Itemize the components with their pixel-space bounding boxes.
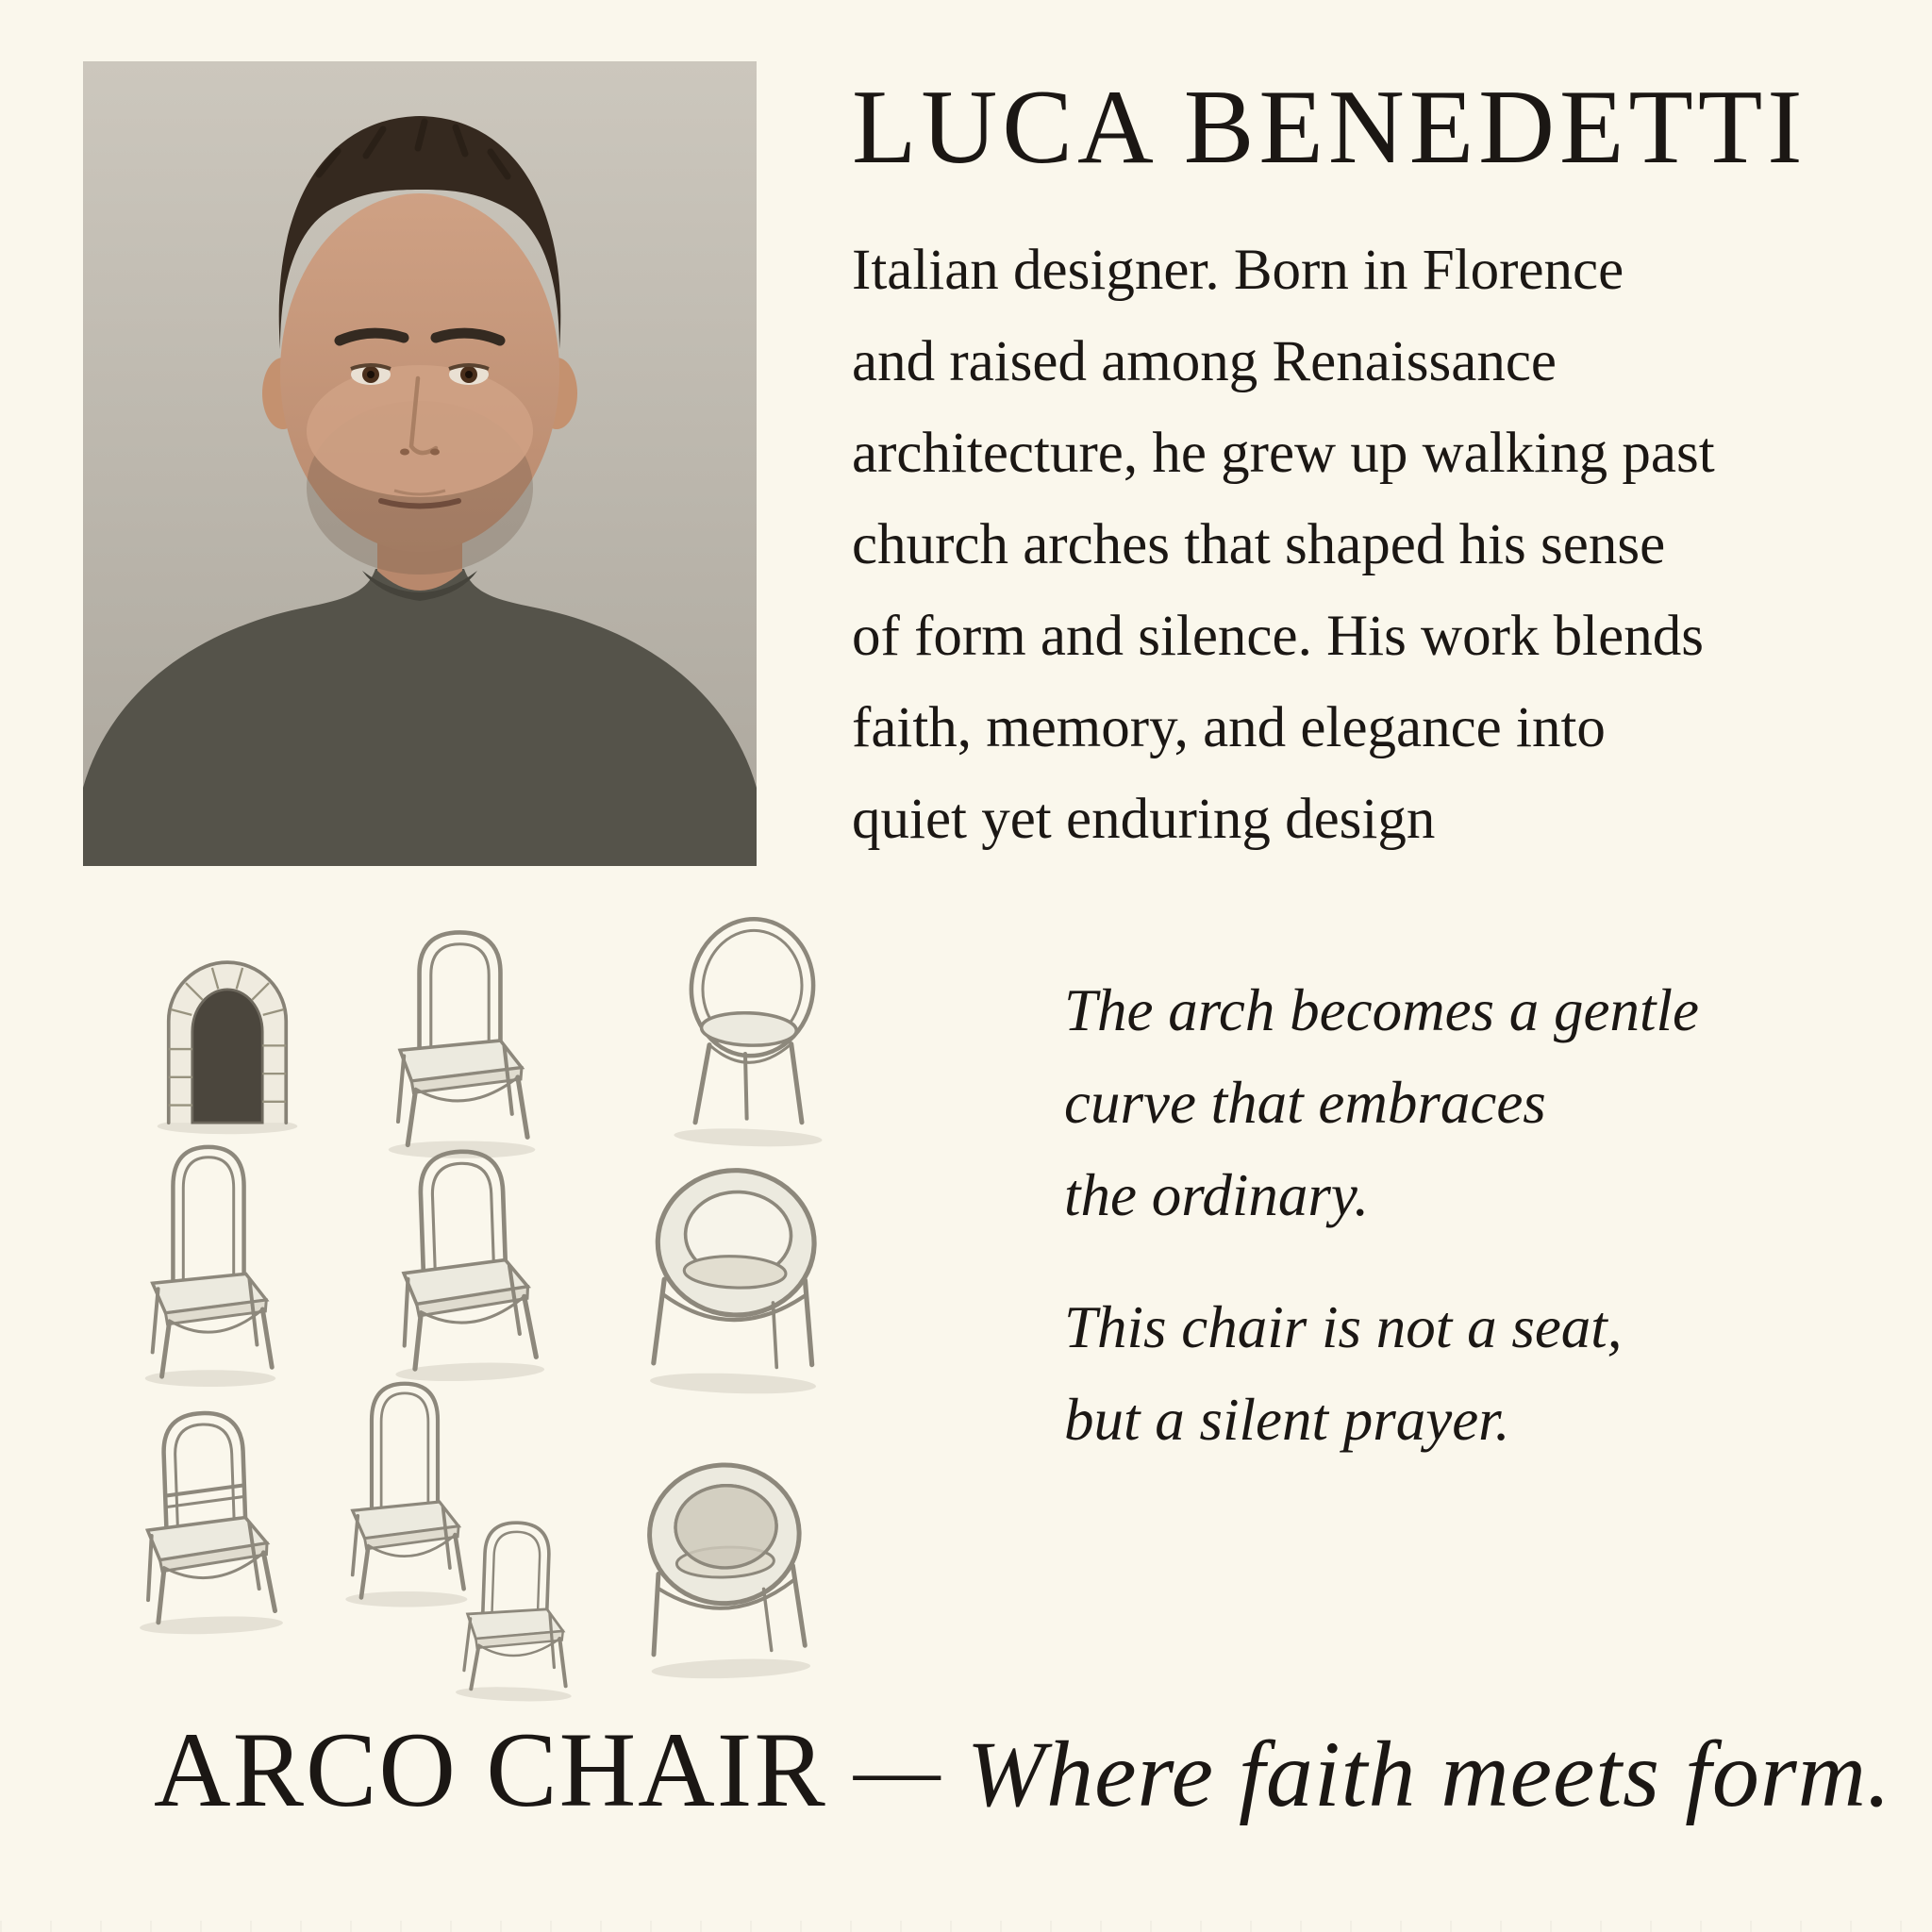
- product-name: ARCO CHAIR: [154, 1711, 827, 1829]
- arch-back-chair-rail-sketch: [108, 1391, 305, 1643]
- arch-back-chair-small-sketch: [435, 1505, 594, 1708]
- bio-paragraph: [852, 225, 1908, 865]
- quote-arch: [1064, 964, 1875, 1241]
- quote-line: but a silent prayer.: [1064, 1387, 1510, 1453]
- bio-line: architecture, he grew up walking past: [852, 422, 1715, 485]
- tall-arch-chair-sketch-1: [125, 1132, 292, 1393]
- arch-back-chair-sketch-1: [363, 913, 557, 1164]
- tub-chair-open-sketch: [624, 1149, 847, 1401]
- portrait-photo: [83, 61, 757, 866]
- round-back-chair-sketch: [646, 900, 855, 1154]
- quote-line: curve that embraces: [1064, 1070, 1546, 1136]
- tub-chair-shaded-sketch: [619, 1444, 833, 1685]
- quote-line: This chair is not a seat,: [1064, 1294, 1623, 1360]
- quote-line: the ordinary.: [1064, 1162, 1370, 1228]
- stone-arch-doorway-sketch: [140, 926, 315, 1137]
- dash-separator: —: [853, 1721, 941, 1817]
- quote-line: The arch becomes a gentle: [1064, 977, 1699, 1043]
- page-title: LUCA BENEDETTI: [852, 69, 1807, 186]
- bio-line: church arches that shaped his sense: [852, 513, 1666, 576]
- bio-line: faith, memory, and elegance into: [852, 696, 1606, 759]
- arch-back-chair-sketch-2: [361, 1128, 566, 1390]
- cutoff-text-ghost: [0, 1921, 1932, 1932]
- bio-line: of form and silence. His work blends: [852, 605, 1704, 668]
- quote-prayer: [1064, 1281, 1875, 1466]
- footer: [154, 1709, 1892, 1832]
- bio-line: and raised among Renaissance: [852, 330, 1557, 393]
- bio-line: quiet yet enduring design: [852, 788, 1436, 851]
- tagline: Where faith meets form.: [966, 1722, 1892, 1826]
- bio-line: Italian designer. Born in Florence: [852, 239, 1624, 302]
